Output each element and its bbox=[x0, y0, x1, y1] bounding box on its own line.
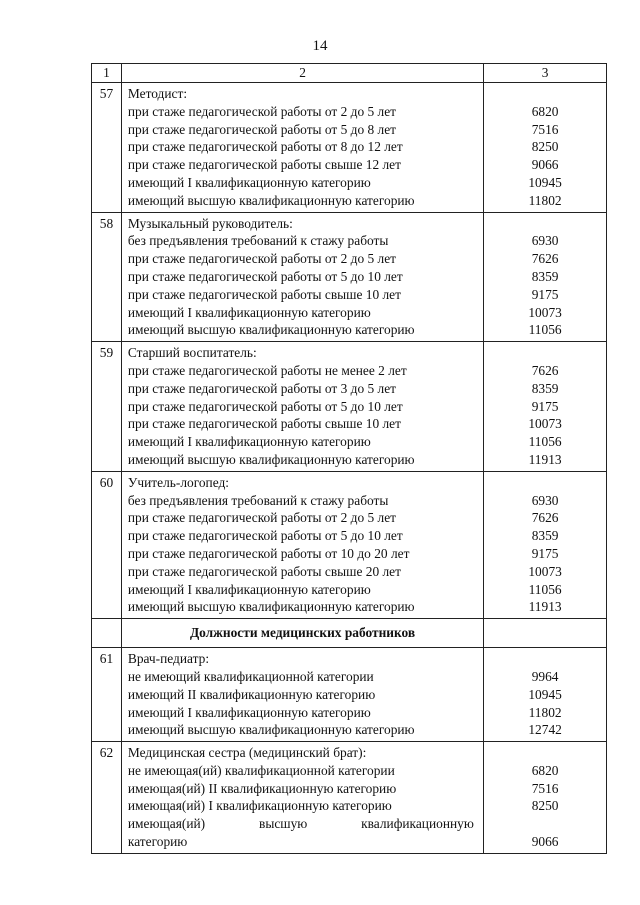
salary-value: 7626 bbox=[531, 510, 559, 526]
condition-text: имеющий высшую квалификационную категорию bbox=[127, 322, 415, 338]
position-cell bbox=[121, 471, 483, 618]
condition-text: при стаже педагогической работы от 5 до 10 лет bbox=[127, 528, 403, 544]
position-title: Учитель-логопед: bbox=[127, 474, 230, 490]
salary-spacer bbox=[484, 744, 606, 762]
position-cell bbox=[121, 342, 483, 472]
salary-value: 9066 bbox=[531, 834, 559, 850]
condition-text: при стаже педагогической работы от 2 до 5 лет bbox=[127, 103, 397, 119]
salary-value: 6820 bbox=[531, 762, 559, 778]
salary-spacer bbox=[484, 85, 606, 103]
salary-table bbox=[91, 63, 607, 854]
condition-text: имеющий высшую квалификационную категорию bbox=[127, 599, 415, 615]
salary-spacer bbox=[484, 474, 606, 492]
salary-value: 8250 bbox=[531, 798, 559, 814]
salary-spacer bbox=[484, 815, 606, 833]
position-title: Музыкальный руководитель: bbox=[127, 215, 293, 231]
salary-value: 10073 bbox=[528, 563, 562, 579]
row-number: 57 bbox=[92, 83, 122, 213]
condition-text: при стаже педагогической работы от 5 до 10 лет bbox=[127, 268, 403, 284]
position-cell bbox=[121, 742, 483, 854]
salary-value: 8359 bbox=[531, 528, 559, 544]
salary-value: 11802 bbox=[528, 192, 562, 208]
condition-word: имеющая(ий) bbox=[127, 816, 206, 832]
position-block bbox=[128, 742, 483, 853]
salary-value: 7516 bbox=[531, 121, 559, 137]
table-header-row bbox=[92, 64, 607, 83]
salary-value: 8359 bbox=[531, 268, 559, 284]
salary-value: 10945 bbox=[528, 686, 562, 702]
table-row bbox=[92, 471, 607, 618]
condition-text: при стаже педагогической работы свыше 10 лет bbox=[127, 416, 401, 432]
position-title: Медицинская сестра (медицинский брат): bbox=[127, 745, 367, 761]
salary-block bbox=[484, 213, 606, 342]
condition-text: при стаже педагогической работы от 2 до 5 лет bbox=[127, 510, 397, 526]
position-title: Врач-педиатр: bbox=[127, 651, 210, 667]
table-row bbox=[92, 648, 607, 742]
salary-spacer bbox=[484, 650, 606, 668]
table-row bbox=[92, 212, 607, 342]
position-block bbox=[128, 648, 483, 741]
condition-text-cont: категорию bbox=[127, 834, 188, 850]
position-cell bbox=[121, 83, 483, 213]
condition-text: при стаже педагогической работы от 2 до 5 лет bbox=[127, 251, 397, 267]
position-block bbox=[128, 83, 483, 212]
condition-text: имеющий высшую квалификационную категорию bbox=[127, 192, 415, 208]
section-value-cell bbox=[484, 619, 607, 648]
salary-value: 10073 bbox=[528, 416, 562, 432]
condition-text: не имеющая(ий) квалификационной категории bbox=[127, 762, 395, 778]
salary-value: 8359 bbox=[531, 380, 559, 396]
condition-text: имеющая(ий) I квалификационную категорию bbox=[127, 798, 392, 814]
table-row bbox=[92, 342, 607, 472]
salary-value: 6930 bbox=[531, 492, 559, 508]
salary-value: 12742 bbox=[528, 722, 562, 738]
header-col-3: 3 bbox=[484, 64, 607, 83]
position-block bbox=[128, 213, 483, 342]
salary-value: 11802 bbox=[528, 704, 562, 720]
condition-text: без предъявления требований к стажу работы bbox=[127, 492, 389, 508]
header-col-2: 2 bbox=[121, 64, 483, 83]
salary-value: 6930 bbox=[531, 233, 559, 249]
salary-value: 11913 bbox=[528, 451, 562, 467]
section-title: Должности медицинских работников bbox=[121, 619, 483, 648]
salary-cell bbox=[484, 83, 607, 213]
salary-value: 8250 bbox=[531, 139, 559, 155]
condition-text: при стаже педагогической работы от 3 до 5 лет bbox=[127, 380, 397, 396]
condition-text: имеющий высшую квалификационную категорию bbox=[127, 451, 415, 467]
position-cell bbox=[121, 212, 483, 342]
salary-value: 7516 bbox=[531, 780, 559, 796]
salary-block bbox=[484, 342, 606, 471]
condition-text: имеющий высшую квалификационную категорию bbox=[127, 722, 415, 738]
salary-value: 7626 bbox=[531, 362, 559, 378]
row-number: 58 bbox=[92, 212, 122, 342]
position-block bbox=[128, 472, 483, 618]
condition-word: высшую bbox=[259, 816, 308, 832]
salary-spacer bbox=[484, 344, 606, 362]
salary-value: 9175 bbox=[531, 398, 559, 414]
header-col-1: 1 bbox=[92, 64, 122, 83]
condition-text: имеющая(ий) II квалификационную категорию bbox=[127, 780, 397, 796]
salary-value: 7626 bbox=[531, 251, 559, 267]
section-num-cell bbox=[92, 619, 122, 648]
salary-value: 10945 bbox=[528, 174, 562, 190]
salary-block bbox=[484, 648, 606, 741]
condition-text: при стаже педагогической работы свыше 10 лет bbox=[127, 286, 401, 302]
salary-value: 9066 bbox=[531, 157, 559, 173]
condition-text: при стаже педагогической работы не менее 2 лет bbox=[127, 362, 407, 378]
salary-value: 11056 bbox=[528, 434, 562, 450]
salary-spacer bbox=[484, 215, 606, 233]
salary-value: 11056 bbox=[528, 581, 562, 597]
condition-text: имеющий I квалификационную категорию bbox=[127, 581, 371, 597]
salary-block bbox=[484, 742, 606, 853]
condition-word: квалификационную bbox=[361, 816, 474, 832]
salary-cell bbox=[484, 342, 607, 472]
condition-text: при стаже педагогической работы от 5 до 8 лет bbox=[127, 121, 397, 137]
salary-cell bbox=[484, 648, 607, 742]
salary-value: 9175 bbox=[531, 545, 559, 561]
salary-value: 10073 bbox=[528, 304, 562, 320]
condition-text: имеющий I квалификационную категорию bbox=[127, 434, 371, 450]
condition-text: при стаже педагогической работы свыше 12 лет bbox=[127, 157, 401, 173]
condition-text: имеющий I квалификационную категорию bbox=[127, 704, 371, 720]
salary-value: 9175 bbox=[531, 286, 559, 302]
condition-text: имеющий I квалификационную категорию bbox=[127, 304, 371, 320]
salary-cell bbox=[484, 212, 607, 342]
position-block bbox=[128, 342, 483, 471]
row-number: 60 bbox=[92, 471, 122, 618]
salary-value: 6820 bbox=[531, 103, 559, 119]
condition-text: имеющий II квалификационную категорию bbox=[127, 686, 376, 702]
salary-table-body bbox=[92, 64, 607, 854]
position-title: Методист: bbox=[127, 86, 188, 101]
condition-text: при стаже педагогической работы от 8 до 12 лет bbox=[127, 139, 403, 155]
condition-text: при стаже педагогической работы от 5 до 10 лет bbox=[127, 398, 403, 414]
condition-text: при стаже педагогической работы свыше 20 лет bbox=[127, 563, 401, 579]
row-number: 61 bbox=[92, 648, 122, 742]
condition-text: при стаже педагогической работы от 10 до 20 лет bbox=[127, 545, 410, 561]
row-number: 62 bbox=[92, 742, 122, 854]
row-number: 59 bbox=[92, 342, 122, 472]
position-cell bbox=[121, 648, 483, 742]
salary-cell bbox=[484, 471, 607, 618]
salary-cell bbox=[484, 742, 607, 854]
salary-value: 11913 bbox=[528, 599, 562, 615]
condition-text: не имеющий квалификационной категории bbox=[127, 668, 374, 684]
salary-value: 11056 bbox=[528, 322, 562, 338]
section-row bbox=[92, 619, 607, 648]
salary-value: 9964 bbox=[531, 668, 559, 684]
condition-text: без предъявления требований к стажу работы bbox=[127, 233, 389, 249]
condition-text bbox=[128, 815, 474, 833]
page-number: 14 bbox=[312, 38, 328, 54]
table-row bbox=[92, 83, 607, 213]
salary-block bbox=[484, 83, 606, 212]
condition-text: имеющий I квалификационную категорию bbox=[127, 174, 371, 190]
table-row bbox=[92, 742, 607, 854]
position-title: Старший воспитатель: bbox=[127, 345, 257, 361]
salary-block bbox=[484, 472, 606, 618]
